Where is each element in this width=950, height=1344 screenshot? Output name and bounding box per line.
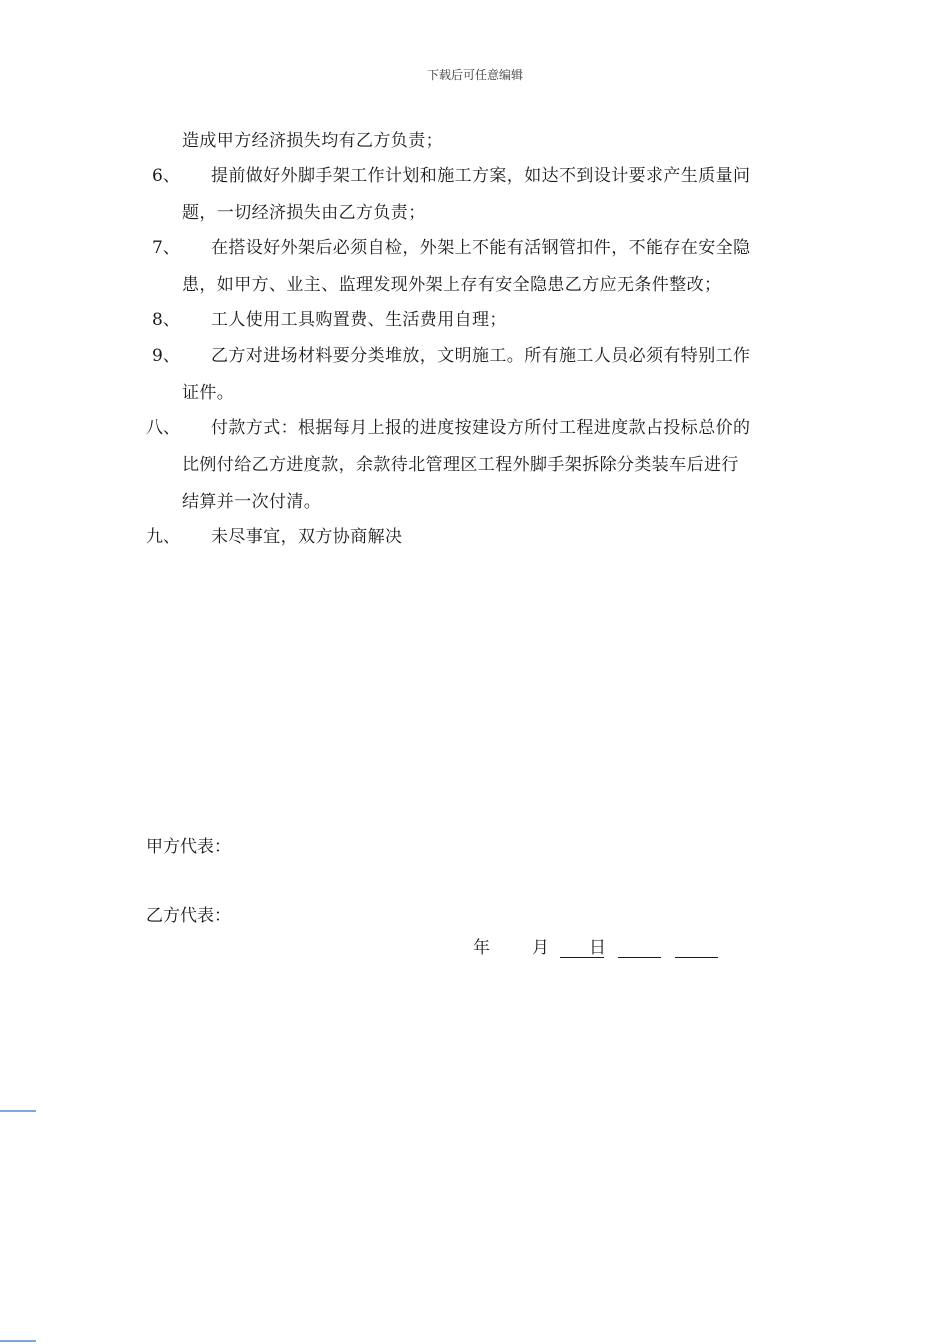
clause-text-line: 患，如甲方、业主、监理发现外架上存有安全隐患乙方应无条件整改； xyxy=(182,275,722,295)
clause-number: 九、 xyxy=(146,527,180,547)
clause-text-line: 提前做好外脚手架工作计划和施工方案，如达不到设计要求产生质量问 xyxy=(211,166,751,186)
clause-text-line: 比例付给乙方进度款，余款待北管理区工程外脚手架拆除分类装车后进行 xyxy=(182,455,739,475)
clause-number: 7、 xyxy=(152,238,180,258)
margin-mark xyxy=(0,1110,36,1112)
date-day-label: 日 xyxy=(589,938,606,958)
clause-text-line: 工人使用工具购置费、生活费用自理； xyxy=(211,310,507,330)
clause-text-line: 乙方对进场材料要分类堆放，文明施工。所有施工人员必须有特别工作 xyxy=(211,346,751,366)
clause-text-line: 证件。 xyxy=(182,383,235,403)
date-blank-line xyxy=(618,957,661,958)
party-b-signature-label: 乙方代表： xyxy=(146,906,231,926)
date-year-label: 年 xyxy=(473,938,490,958)
clause-text-line: 未尽事宜，双方协商解决 xyxy=(211,527,403,547)
margin-mark xyxy=(0,1340,36,1342)
clause-text-line: 题，一切经济损失由乙方负责； xyxy=(182,203,426,223)
header-note: 下载后可任意编辑 xyxy=(426,68,523,82)
clause-text-line: 造成甲方经济损失均有乙方负责； xyxy=(182,131,443,151)
party-a-signature-label: 甲方代表： xyxy=(146,837,231,857)
date-row xyxy=(0,933,950,963)
date-month-label: 月 xyxy=(532,938,549,958)
clause-text-line: 在搭设好外架后必须自检，外架上不能有活钢管扣件，不能存在安全隐 xyxy=(211,238,751,258)
clause-number: 8、 xyxy=(152,310,180,330)
clause-number: 八、 xyxy=(146,418,180,438)
date-blank-line xyxy=(675,957,718,958)
clause-number: 9、 xyxy=(152,346,180,366)
clause-text-line: 结算并一次付清。 xyxy=(182,492,322,512)
clause-number: 6、 xyxy=(152,166,180,186)
clause-text-line: 付款方式：根据每月上报的进度按建设方所付工程进度款占投标总价的 xyxy=(211,418,751,438)
